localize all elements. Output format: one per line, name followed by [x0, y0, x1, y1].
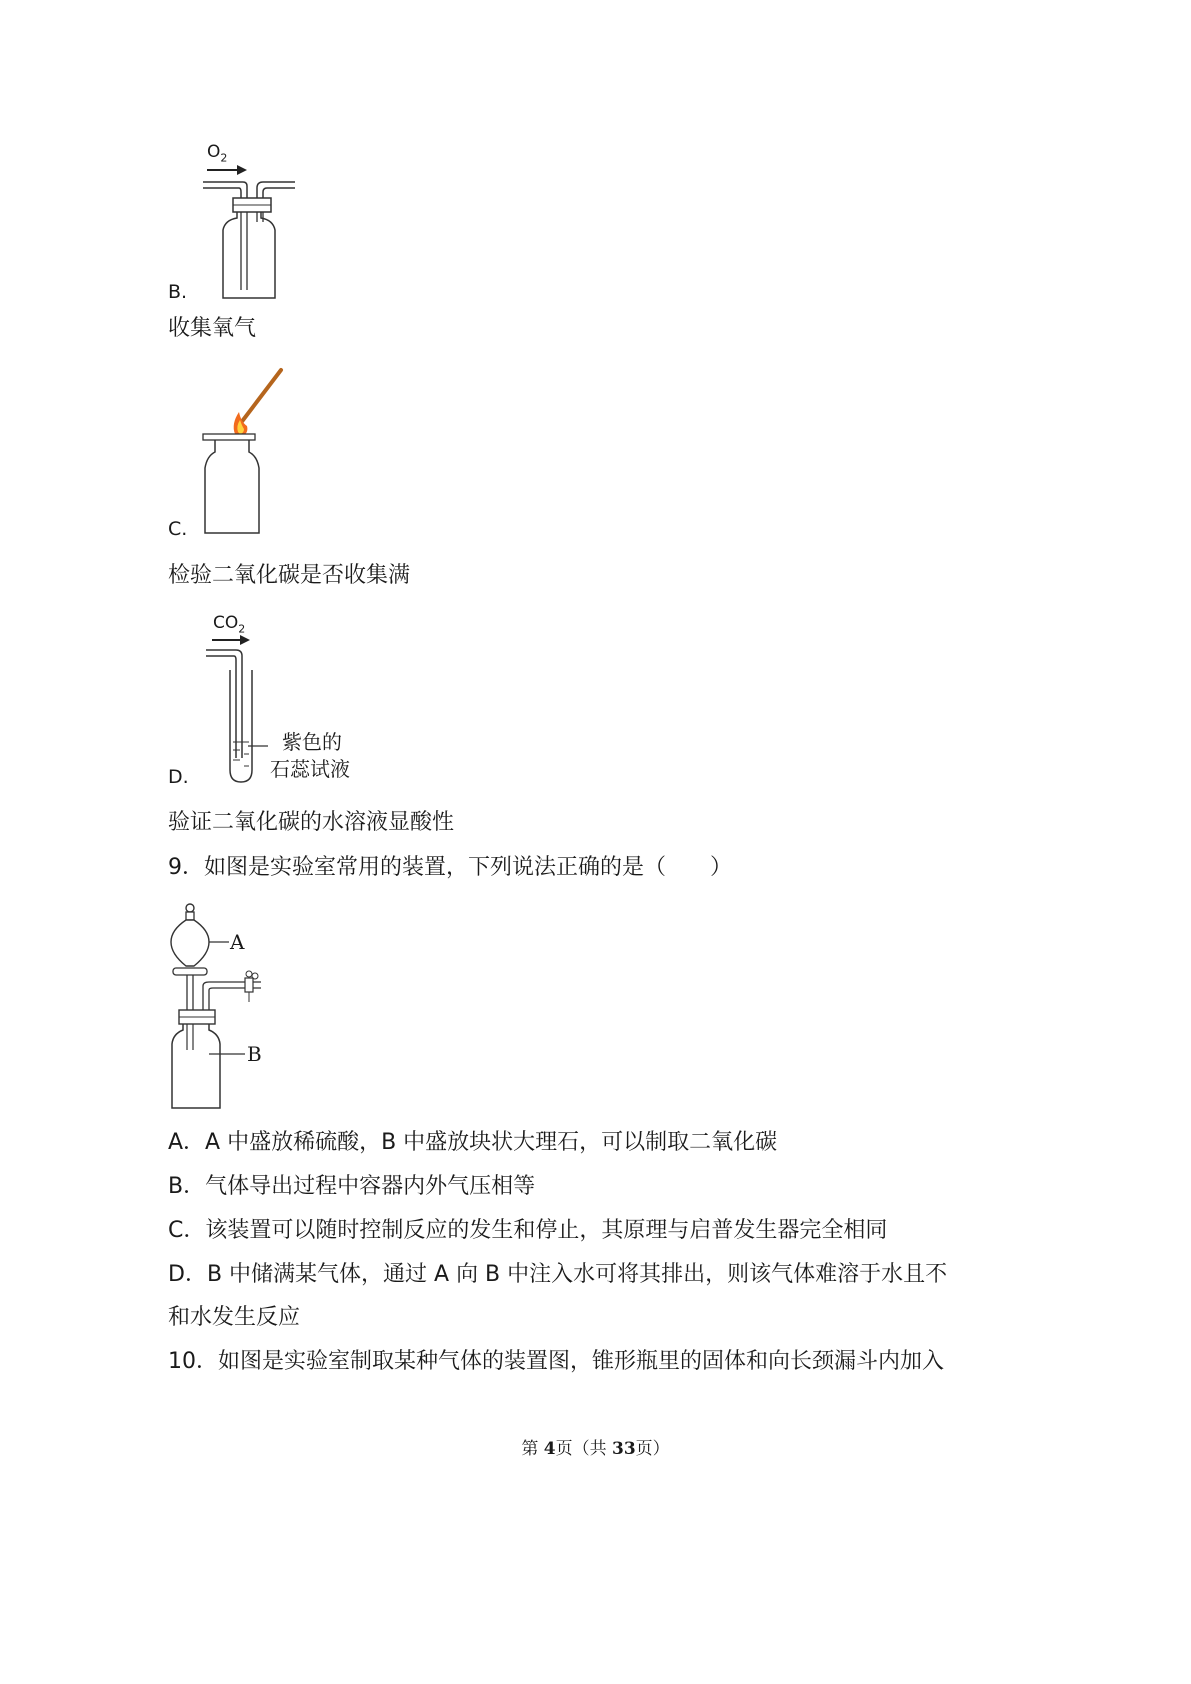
question-9-option-c: C．该装置可以随时控制反应的发生和停止，其原理与启普发生器完全相同 [168, 1218, 888, 1243]
figure-b-option-letter: B. [168, 281, 188, 303]
question-9-label-b: B [247, 1042, 262, 1066]
question-9-option-b: B．气体导出过程中容器内外气压相等 [168, 1174, 536, 1199]
current-page-number: 4 [543, 1439, 556, 1459]
figure-c-burning-splint-bottle [195, 368, 305, 543]
question-9-apparatus [165, 902, 275, 1117]
figure-b-gas-bottle [195, 150, 315, 310]
figure-d-gas-label: $CO_2$ [213, 613, 246, 636]
caption-c: 检验二氧化碳是否收集满 [168, 563, 411, 588]
question-9-option-a: A．A 中盛放稀硫酸，B 中盛放块状大理石，可以制取二氧化碳 [168, 1130, 778, 1155]
question-9-stem: 9．如图是实验室常用的装置，下列说法正确的是（ ） [168, 855, 732, 880]
figure-d-liquid-label-2: 石蕊试液 [270, 757, 350, 781]
total-page-count: 33 [611, 1439, 636, 1459]
question-9-option-d-continued: 和水发生反应 [168, 1305, 301, 1330]
figure-c-option-letter: C. [168, 518, 188, 540]
question-10-stem: 10．如图是实验室制取某种气体的装置图，锥形瓶里的固体和向长颈漏斗内加入 [168, 1349, 944, 1374]
caption-b: 收集氧气 [168, 316, 257, 341]
figure-b-gas-label: $O_2$ [207, 142, 228, 165]
question-9-option-d: D．B 中储满某气体，通过 A 向 B 中注入水可将其排出，则该气体难溶于水且不 [168, 1262, 948, 1287]
figure-d-option-letter: D. [168, 766, 189, 788]
figure-d-liquid-label-1: 紫色的 [282, 730, 342, 754]
question-9-label-a: A [230, 930, 245, 954]
caption-d: 验证二氧化碳的水溶液显酸性 [168, 810, 455, 835]
figure-d-test-tube [200, 630, 280, 790]
page-footer: 第 4页（共 33页） [521, 1439, 670, 1459]
